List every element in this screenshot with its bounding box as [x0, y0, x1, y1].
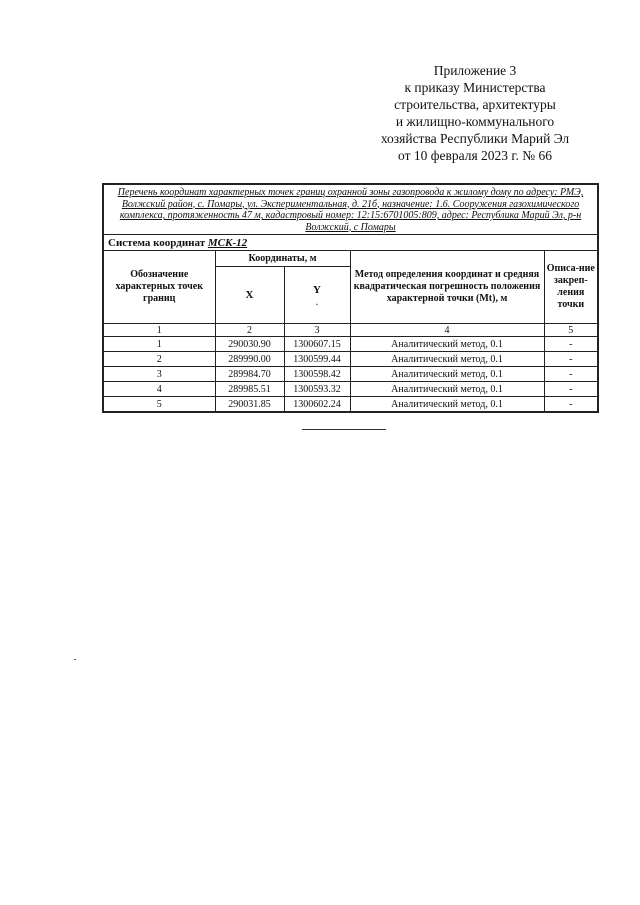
- cell-y: 1300602.24: [284, 397, 350, 413]
- cell-x: 289985.51: [215, 382, 284, 397]
- appendix-line: Приложение 3: [433, 63, 517, 78]
- table-title: Перечень координат характерных точек границ охранной зоны газопровода к жилому дому по адресу: РМЭ, Волжский район, с. Помары, ул. Экспериментальная, д. 21б, назначение: 1.6. Сооружения газохимического комплекса, протяженность 47 м, кадастровый номер: 12:15:6701005:809, адрес: Республика Марий Эл, р-н Волжский, с Помары: [103, 184, 598, 235]
- cell-x: 289984.70: [215, 367, 284, 382]
- end-divider-line: [302, 429, 386, 430]
- cell-x: 290031.85: [215, 397, 284, 413]
- cell-method: Аналитический метод, 0.1: [350, 367, 544, 382]
- cell-y: 1300607.15: [284, 337, 350, 352]
- cell-point: 1: [103, 337, 215, 352]
- cell-desc: -: [544, 397, 598, 413]
- header-y-label: Y: [313, 284, 321, 296]
- coordinate-system-value: МСК-12: [207, 236, 248, 249]
- cell-point: 5: [103, 397, 215, 413]
- column-number: 2: [215, 324, 284, 337]
- cell-x: 289990.00: [215, 352, 284, 367]
- header-y-mark: .: [316, 298, 318, 307]
- appendix-header: [340, 62, 610, 164]
- header-coords: Координаты, м: [215, 251, 350, 267]
- appendix-line: от 10 февраля 2023 г. № 66: [398, 148, 552, 163]
- coordinates-table: [102, 183, 599, 413]
- column-number: 1: [103, 324, 215, 337]
- header-method: Метод определения координат и средняя квадратическая погрешность положения характерной точки (Mt), м: [350, 251, 544, 324]
- cell-desc: -: [544, 382, 598, 397]
- scan-speck: [74, 659, 76, 660]
- table-row: [103, 367, 598, 382]
- appendix-line: строительства, архитектуры: [394, 97, 556, 112]
- column-numbers-row: [103, 324, 598, 337]
- header-y: [284, 267, 350, 324]
- cell-y: 1300593.32: [284, 382, 350, 397]
- header-point: Обозначение характерных точек границ: [103, 251, 215, 324]
- column-number: 5: [544, 324, 598, 337]
- cell-method: Аналитический метод, 0.1: [350, 337, 544, 352]
- header-x: X: [215, 267, 284, 324]
- cell-point: 4: [103, 382, 215, 397]
- column-number: 4: [350, 324, 544, 337]
- cell-y: 1300598.42: [284, 367, 350, 382]
- cell-desc: -: [544, 337, 598, 352]
- cell-method: Аналитический метод, 0.1: [350, 382, 544, 397]
- coordinate-system-label: Система координат: [108, 236, 206, 249]
- table-row: [103, 337, 598, 352]
- cell-y: 1300599.44: [284, 352, 350, 367]
- cell-desc: -: [544, 367, 598, 382]
- cell-method: Аналитический метод, 0.1: [350, 397, 544, 413]
- cell-x: 290030.90: [215, 337, 284, 352]
- table-row: [103, 382, 598, 397]
- cell-method: Аналитический метод, 0.1: [350, 352, 544, 367]
- header-description: Описа-ние закреп-ления точки: [544, 251, 598, 324]
- cell-point: 2: [103, 352, 215, 367]
- appendix-line: к приказу Министерства: [404, 80, 546, 95]
- appendix-line: и жилищно-коммунального: [395, 114, 555, 129]
- coordinate-system-row: [103, 235, 598, 251]
- cell-point: 3: [103, 367, 215, 382]
- appendix-line: хозяйства Республики Марий Эл: [380, 131, 570, 146]
- table-row: [103, 352, 598, 367]
- column-number: 3: [284, 324, 350, 337]
- table-row: [103, 397, 598, 413]
- cell-desc: -: [544, 352, 598, 367]
